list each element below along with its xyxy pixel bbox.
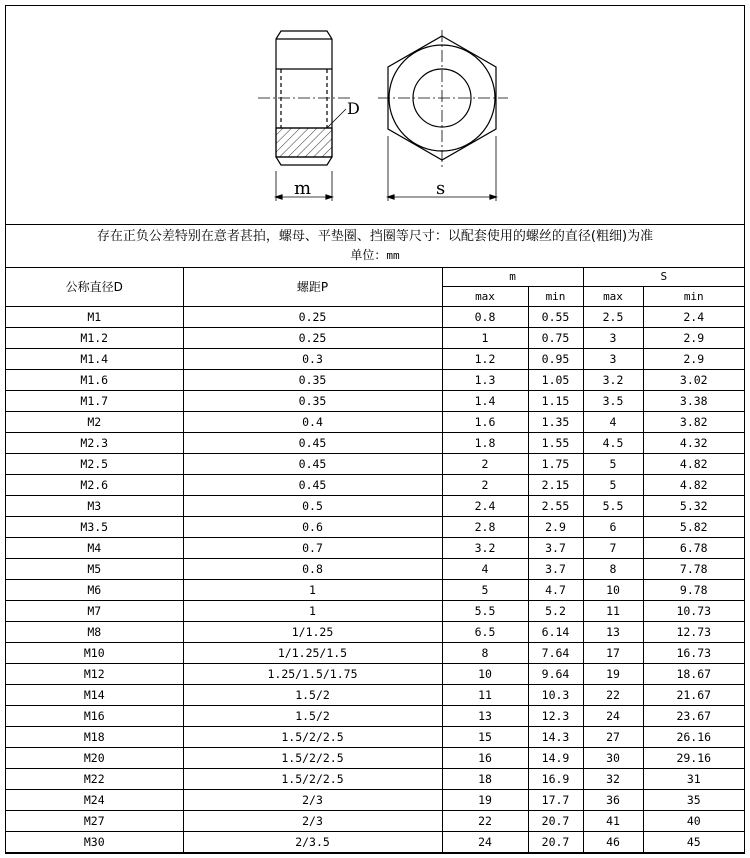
hex-nut-diagram <box>6 6 744 224</box>
note-line: 存在正负公差特别在意者甚拍，螺母、平垫圈、挡圈等尺寸：以配套使用的螺丝的直径(粗细)为准 <box>96 229 654 244</box>
cell-nominal: M10 <box>6 643 183 664</box>
cell-s-min: 4.82 <box>643 475 744 496</box>
table-row <box>6 622 744 643</box>
cell-m-min: 1.35 <box>528 412 583 433</box>
cell-pitch: 0.6 <box>183 517 442 538</box>
table-row <box>6 580 744 601</box>
cell-m-min: 3.7 <box>528 538 583 559</box>
cell-m-max: 4 <box>442 559 528 580</box>
nut-front-view <box>378 30 508 201</box>
cell-s-max: 4.5 <box>583 433 643 454</box>
cell-m-min: 1.15 <box>528 391 583 412</box>
nut-spec-table <box>6 267 744 853</box>
cell-s-min: 3.02 <box>643 370 744 391</box>
cell-m-min: 5.2 <box>528 601 583 622</box>
cell-s-min: 31 <box>643 769 744 790</box>
cell-pitch: 0.5 <box>183 496 442 517</box>
cell-s-max: 13 <box>583 622 643 643</box>
cell-m-max: 6.5 <box>442 622 528 643</box>
cell-m-max: 22 <box>442 811 528 832</box>
cell-m-min: 14.9 <box>528 748 583 769</box>
cell-m-max: 3.2 <box>442 538 528 559</box>
cell-s-max: 46 <box>583 832 643 853</box>
table-row <box>6 349 744 370</box>
cell-nominal: M2.5 <box>6 454 183 475</box>
unit-label: 单位： <box>350 248 387 262</box>
table-row <box>6 433 744 454</box>
table-row <box>6 601 744 622</box>
cell-pitch: 1/1.25 <box>183 622 442 643</box>
cell-s-min: 7.78 <box>643 559 744 580</box>
header-nominal-diameter: 公称直径D <box>6 267 183 307</box>
cell-pitch: 0.4 <box>183 412 442 433</box>
cell-s-min: 35 <box>643 790 744 811</box>
cell-pitch: 1.5/2/2.5 <box>183 727 442 748</box>
cell-s-min: 40 <box>643 811 744 832</box>
cell-s-max: 17 <box>583 643 643 664</box>
cell-s-max: 10 <box>583 580 643 601</box>
cell-m-min: 2.15 <box>528 475 583 496</box>
cell-s-max: 24 <box>583 706 643 727</box>
table-row <box>6 790 744 811</box>
cell-m-min: 0.95 <box>528 349 583 370</box>
cell-s-min: 16.73 <box>643 643 744 664</box>
cell-nominal: M1.4 <box>6 349 183 370</box>
cell-m-max: 11 <box>442 685 528 706</box>
table-row <box>6 328 744 349</box>
cell-pitch: 0.3 <box>183 349 442 370</box>
cell-pitch: 0.35 <box>183 391 442 412</box>
header-m: m <box>442 267 583 287</box>
cell-pitch: 0.35 <box>183 370 442 391</box>
cell-m-max: 13 <box>442 706 528 727</box>
cell-pitch: 0.45 <box>183 475 442 496</box>
nut-side-view <box>258 31 350 201</box>
table-row <box>6 475 744 496</box>
cell-m-max: 2.8 <box>442 517 528 538</box>
cell-m-max: 10 <box>442 664 528 685</box>
cell-nominal: M16 <box>6 706 183 727</box>
cell-pitch: 0.8 <box>183 559 442 580</box>
cell-nominal: M6 <box>6 580 183 601</box>
cell-nominal: M1 <box>6 307 183 328</box>
cell-s-max: 41 <box>583 811 643 832</box>
cell-s-min: 3.82 <box>643 412 744 433</box>
cell-m-min: 12.3 <box>528 706 583 727</box>
cell-nominal: M12 <box>6 664 183 685</box>
cell-s-max: 3.2 <box>583 370 643 391</box>
header-m-min: min <box>528 287 583 307</box>
cell-m-max: 2.4 <box>442 496 528 517</box>
cell-s-max: 11 <box>583 601 643 622</box>
table-row <box>6 391 744 412</box>
cell-s-min: 3.38 <box>643 391 744 412</box>
cell-m-max: 1.8 <box>442 433 528 454</box>
cell-nominal: M7 <box>6 601 183 622</box>
cell-m-max: 15 <box>442 727 528 748</box>
table-row <box>6 370 744 391</box>
header-m-max: max <box>442 287 528 307</box>
cell-pitch: 1.5/2/2.5 <box>183 748 442 769</box>
cell-m-max: 2 <box>442 475 528 496</box>
cell-m-max: 1 <box>442 328 528 349</box>
table-row <box>6 559 744 580</box>
spec-sheet <box>5 5 745 854</box>
cell-s-max: 27 <box>583 727 643 748</box>
spec-table-body <box>6 307 744 853</box>
cell-nominal: M8 <box>6 622 183 643</box>
table-row <box>6 685 744 706</box>
cell-s-max: 8 <box>583 559 643 580</box>
header-pitch: 螺距P <box>183 267 442 307</box>
cell-m-min: 4.7 <box>528 580 583 601</box>
cell-pitch: 0.45 <box>183 433 442 454</box>
cell-s-min: 45 <box>643 832 744 853</box>
cell-s-max: 4 <box>583 412 643 433</box>
cell-s-min: 4.82 <box>643 454 744 475</box>
header-s: S <box>583 267 744 287</box>
cell-pitch: 0.7 <box>183 538 442 559</box>
cell-m-min: 10.3 <box>528 685 583 706</box>
cell-m-max: 19 <box>442 790 528 811</box>
cell-s-min: 9.78 <box>643 580 744 601</box>
cell-m-min: 2.9 <box>528 517 583 538</box>
cell-m-max: 1.4 <box>442 391 528 412</box>
table-row <box>6 811 744 832</box>
cell-s-max: 5 <box>583 454 643 475</box>
cell-pitch: 0.25 <box>183 328 442 349</box>
cell-m-min: 1.75 <box>528 454 583 475</box>
cell-s-max: 36 <box>583 790 643 811</box>
cell-m-min: 7.64 <box>528 643 583 664</box>
cell-m-max: 5 <box>442 580 528 601</box>
cell-m-min: 16.9 <box>528 769 583 790</box>
cell-s-min: 18.67 <box>643 664 744 685</box>
cell-nominal: M1.6 <box>6 370 183 391</box>
table-row <box>6 727 744 748</box>
cell-nominal: M3 <box>6 496 183 517</box>
cell-m-min: 20.7 <box>528 811 583 832</box>
cell-m-min: 0.55 <box>528 307 583 328</box>
cell-s-min: 29.16 <box>643 748 744 769</box>
cell-s-min: 4.32 <box>643 433 744 454</box>
cell-s-min: 21.67 <box>643 685 744 706</box>
cell-pitch: 1/1.25/1.5 <box>183 643 442 664</box>
cell-m-max: 1.3 <box>442 370 528 391</box>
cell-nominal: M20 <box>6 748 183 769</box>
cell-nominal: M2.6 <box>6 475 183 496</box>
cell-m-max: 5.5 <box>442 601 528 622</box>
cell-s-min: 2.4 <box>643 307 744 328</box>
table-row <box>6 412 744 433</box>
cell-m-max: 8 <box>442 643 528 664</box>
table-row <box>6 307 744 328</box>
cell-pitch: 0.45 <box>183 454 442 475</box>
cell-m-min: 9.64 <box>528 664 583 685</box>
cell-m-min: 6.14 <box>528 622 583 643</box>
cell-s-max: 7 <box>583 538 643 559</box>
cell-nominal: M1.2 <box>6 328 183 349</box>
cell-s-max: 32 <box>583 769 643 790</box>
cell-m-min: 2.55 <box>528 496 583 517</box>
cell-s-max: 5.5 <box>583 496 643 517</box>
cell-m-min: 3.7 <box>528 559 583 580</box>
cell-nominal: M5 <box>6 559 183 580</box>
cell-s-max: 3 <box>583 328 643 349</box>
cell-s-min: 26.16 <box>643 727 744 748</box>
table-row <box>6 769 744 790</box>
cell-m-min: 14.3 <box>528 727 583 748</box>
cell-s-max: 22 <box>583 685 643 706</box>
cell-s-min: 2.9 <box>643 349 744 370</box>
table-row <box>6 706 744 727</box>
cell-pitch: 2/3 <box>183 790 442 811</box>
tolerance-note <box>6 225 744 268</box>
cell-m-min: 17.7 <box>528 790 583 811</box>
cell-m-min: 1.55 <box>528 433 583 454</box>
cell-pitch: 1.5/2 <box>183 685 442 706</box>
cell-s-max: 30 <box>583 748 643 769</box>
cell-m-max: 16 <box>442 748 528 769</box>
header-s-min: min <box>643 287 744 307</box>
cell-pitch: 0.25 <box>183 307 442 328</box>
cell-pitch: 1.5/2 <box>183 706 442 727</box>
cell-s-min: 23.67 <box>643 706 744 727</box>
cell-pitch: 2/3.5 <box>183 832 442 853</box>
cell-m-max: 1.2 <box>442 349 528 370</box>
cell-s-min: 2.9 <box>643 328 744 349</box>
cell-nominal: M1.7 <box>6 391 183 412</box>
table-row <box>6 538 744 559</box>
cell-m-max: 1.6 <box>442 412 528 433</box>
cell-s-max: 5 <box>583 475 643 496</box>
table-row <box>6 664 744 685</box>
cell-m-max: 24 <box>442 832 528 853</box>
unit-value: mm <box>386 249 400 262</box>
cell-nominal: M27 <box>6 811 183 832</box>
cell-nominal: M2 <box>6 412 183 433</box>
cell-m-min: 1.05 <box>528 370 583 391</box>
cell-nominal: M24 <box>6 790 183 811</box>
unit-line <box>6 246 744 265</box>
cell-m-max: 2 <box>442 454 528 475</box>
cell-pitch: 1 <box>183 601 442 622</box>
cell-nominal: M4 <box>6 538 183 559</box>
cell-pitch: 1 <box>183 580 442 601</box>
cell-nominal: M22 <box>6 769 183 790</box>
label-m: m <box>294 178 312 199</box>
cell-pitch: 2/3 <box>183 811 442 832</box>
header-s-max: max <box>583 287 643 307</box>
cell-m-max: 18 <box>442 769 528 790</box>
cell-s-min: 5.32 <box>643 496 744 517</box>
cell-nominal: M2.3 <box>6 433 183 454</box>
cell-s-max: 6 <box>583 517 643 538</box>
cell-m-min: 20.7 <box>528 832 583 853</box>
table-row <box>6 643 744 664</box>
table-row <box>6 832 744 853</box>
cell-s-min: 5.82 <box>643 517 744 538</box>
cell-s-max: 3 <box>583 349 643 370</box>
cell-m-min: 0.75 <box>528 328 583 349</box>
cell-s-min: 12.73 <box>643 622 744 643</box>
label-d: D <box>347 99 360 118</box>
table-row <box>6 748 744 769</box>
cell-s-min: 6.78 <box>643 538 744 559</box>
table-row <box>6 517 744 538</box>
cell-pitch: 1.5/2/2.5 <box>183 769 442 790</box>
cell-s-max: 3.5 <box>583 391 643 412</box>
cell-s-max: 19 <box>583 664 643 685</box>
cell-s-min: 10.73 <box>643 601 744 622</box>
table-row <box>6 454 744 475</box>
cell-nominal: M3.5 <box>6 517 183 538</box>
cell-nominal: M30 <box>6 832 183 853</box>
hex-nut-drawing <box>6 6 744 225</box>
label-s: s <box>436 178 446 199</box>
cell-nominal: M14 <box>6 685 183 706</box>
cell-nominal: M18 <box>6 727 183 748</box>
cell-pitch: 1.25/1.5/1.75 <box>183 664 442 685</box>
cell-s-max: 2.5 <box>583 307 643 328</box>
table-row <box>6 496 744 517</box>
cell-m-max: 0.8 <box>442 307 528 328</box>
